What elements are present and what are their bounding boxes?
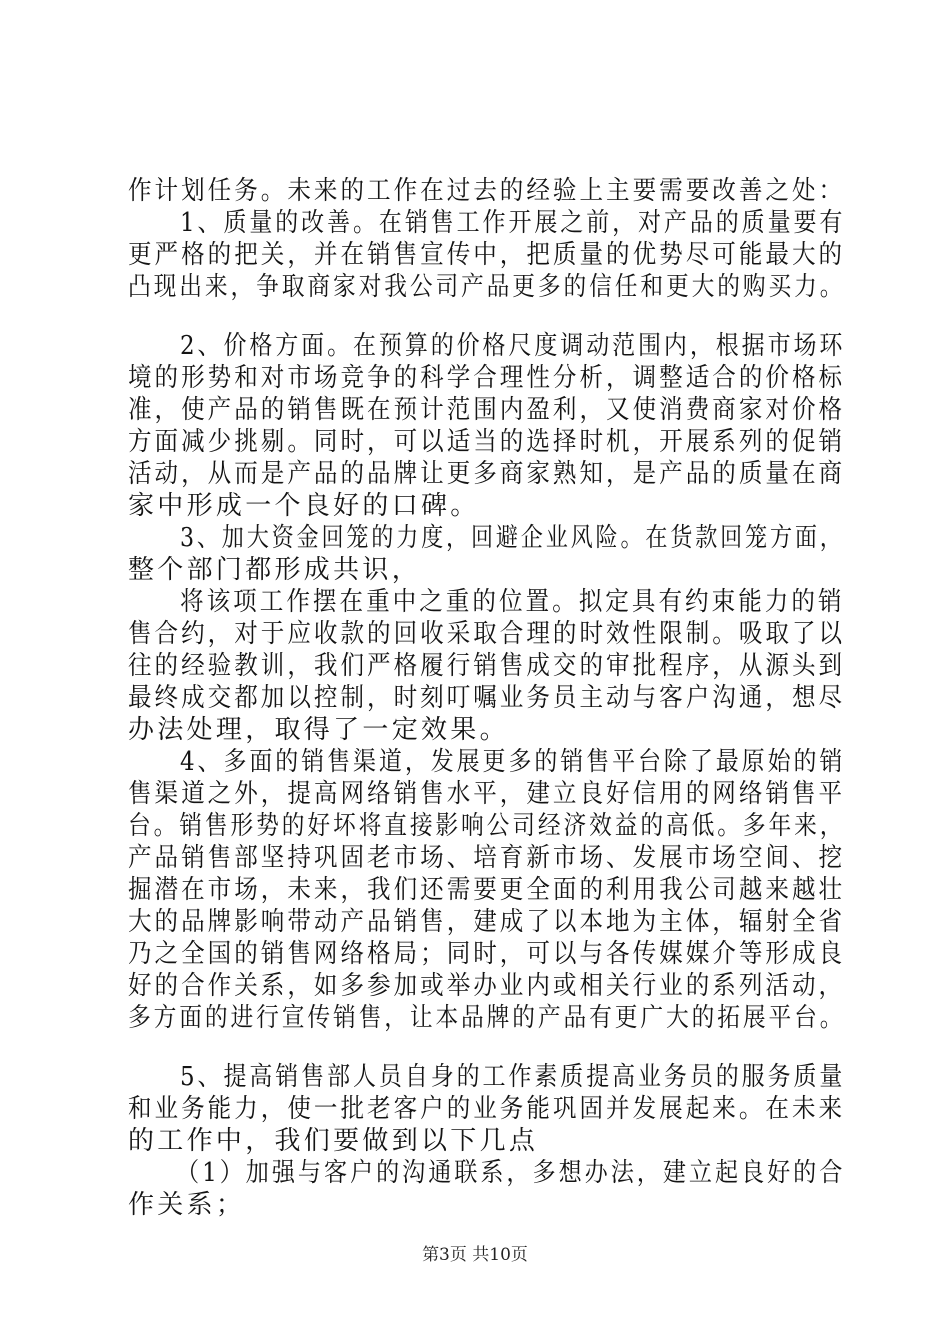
body-text-line: 的工作中，我们要做到以下几点: [128, 1126, 539, 1156]
body-text-line: 境的形势和对市场竞争的科学合理性分析，调整适合的价格标: [128, 363, 846, 393]
body-text-line: 作关系；: [128, 1190, 246, 1220]
body-text-line: 大的品牌影响带动产品销售，建成了以本地为主体，辐射全省: [128, 907, 846, 937]
body-text-line: 活动，从而是产品的品牌让更多商家熟知，是产品的质量在商: [128, 459, 846, 489]
body-text-line: 和业务能力，使一批老客户的业务能巩固并发展起来。在未来: [128, 1094, 846, 1124]
body-text-line: 3、加大资金回笼的力度，回避企业风险。在货款回笼方面，: [180, 523, 845, 553]
body-text-line: 售渠道之外，提高网络销售水平，建立良好信用的网络销售平: [128, 779, 846, 809]
body-text-line: 乃之全国的销售网络格局；同时，可以与各传媒媒介等形成良: [128, 939, 846, 969]
body-text-line: 售合约，对于应收款的回收采取合理的时效性限制。吸取了以: [128, 619, 846, 649]
page-number-footer: 第3页 共10页: [422, 1245, 528, 1265]
body-text-line: 1、质量的改善。在销售工作开展之前，对产品的质量要有: [180, 208, 846, 238]
body-text-line: （1）加强与客户的沟通联系，多想办法，建立起良好的合: [176, 1158, 846, 1188]
body-text-line: 整个部门都形成共识，: [128, 555, 422, 585]
body-text-line: 多方面的进行宣传销售，让本品牌的产品有更广大的拓展平台。: [128, 1003, 846, 1033]
body-text-line: 更严格的把关，并在销售宣传中，把质量的优势尽可能最大的: [128, 240, 846, 270]
body-text-line: 准，使产品的销售既在预计范围内盈利，又使消费商家对价格: [128, 395, 846, 425]
body-text-line: 办法处理，取得了一定效果。: [128, 715, 509, 745]
body-text-line: 好的合作关系，如多参加或举办业内或相关行业的系列活动，: [128, 971, 846, 1001]
body-text-line: 最终成交都加以控制，时刻叮嘱业务员主动与客户沟通，想尽: [128, 683, 846, 713]
body-text-line: 2、价格方面。在预算的价格尺度调动范围内，根据市场环: [180, 331, 846, 361]
body-text-line: 往的经验教训，我们严格履行销售成交的审批程序，从源头到: [128, 651, 846, 681]
body-text-line: 作计划任务。未来的工作在过去的经验上主要需要改善之处：: [128, 176, 846, 206]
body-text-line: 4、多面的销售渠道，发展更多的销售平台除了最原始的销: [180, 747, 846, 777]
body-text-line: 凸现出来，争取商家对我公司产品更多的信任和更大的购买力。: [128, 272, 846, 302]
body-text-line: 掘潜在市场，未来，我们还需要更全面的利用我公司越来越壮: [128, 875, 846, 905]
body-text-line: 台。销售形势的好坏将直接影响公司经济效益的高低。多年来，: [128, 811, 846, 841]
body-text-line: 方面减少挑剔。同时，可以适当的选择时机，开展系列的促销: [128, 427, 846, 457]
body-text-line: 将该项工作摆在重中之重的位置。拟定具有约束能力的销: [180, 587, 845, 617]
body-text-line: 5、提高销售部人员自身的工作素质提高业务员的服务质量: [180, 1062, 846, 1092]
body-text-line: 产品销售部坚持巩固老市场、培育新市场、发展市场空间、挖: [128, 843, 846, 873]
body-text-line: 家中形成一个良好的口碑。: [128, 491, 480, 521]
